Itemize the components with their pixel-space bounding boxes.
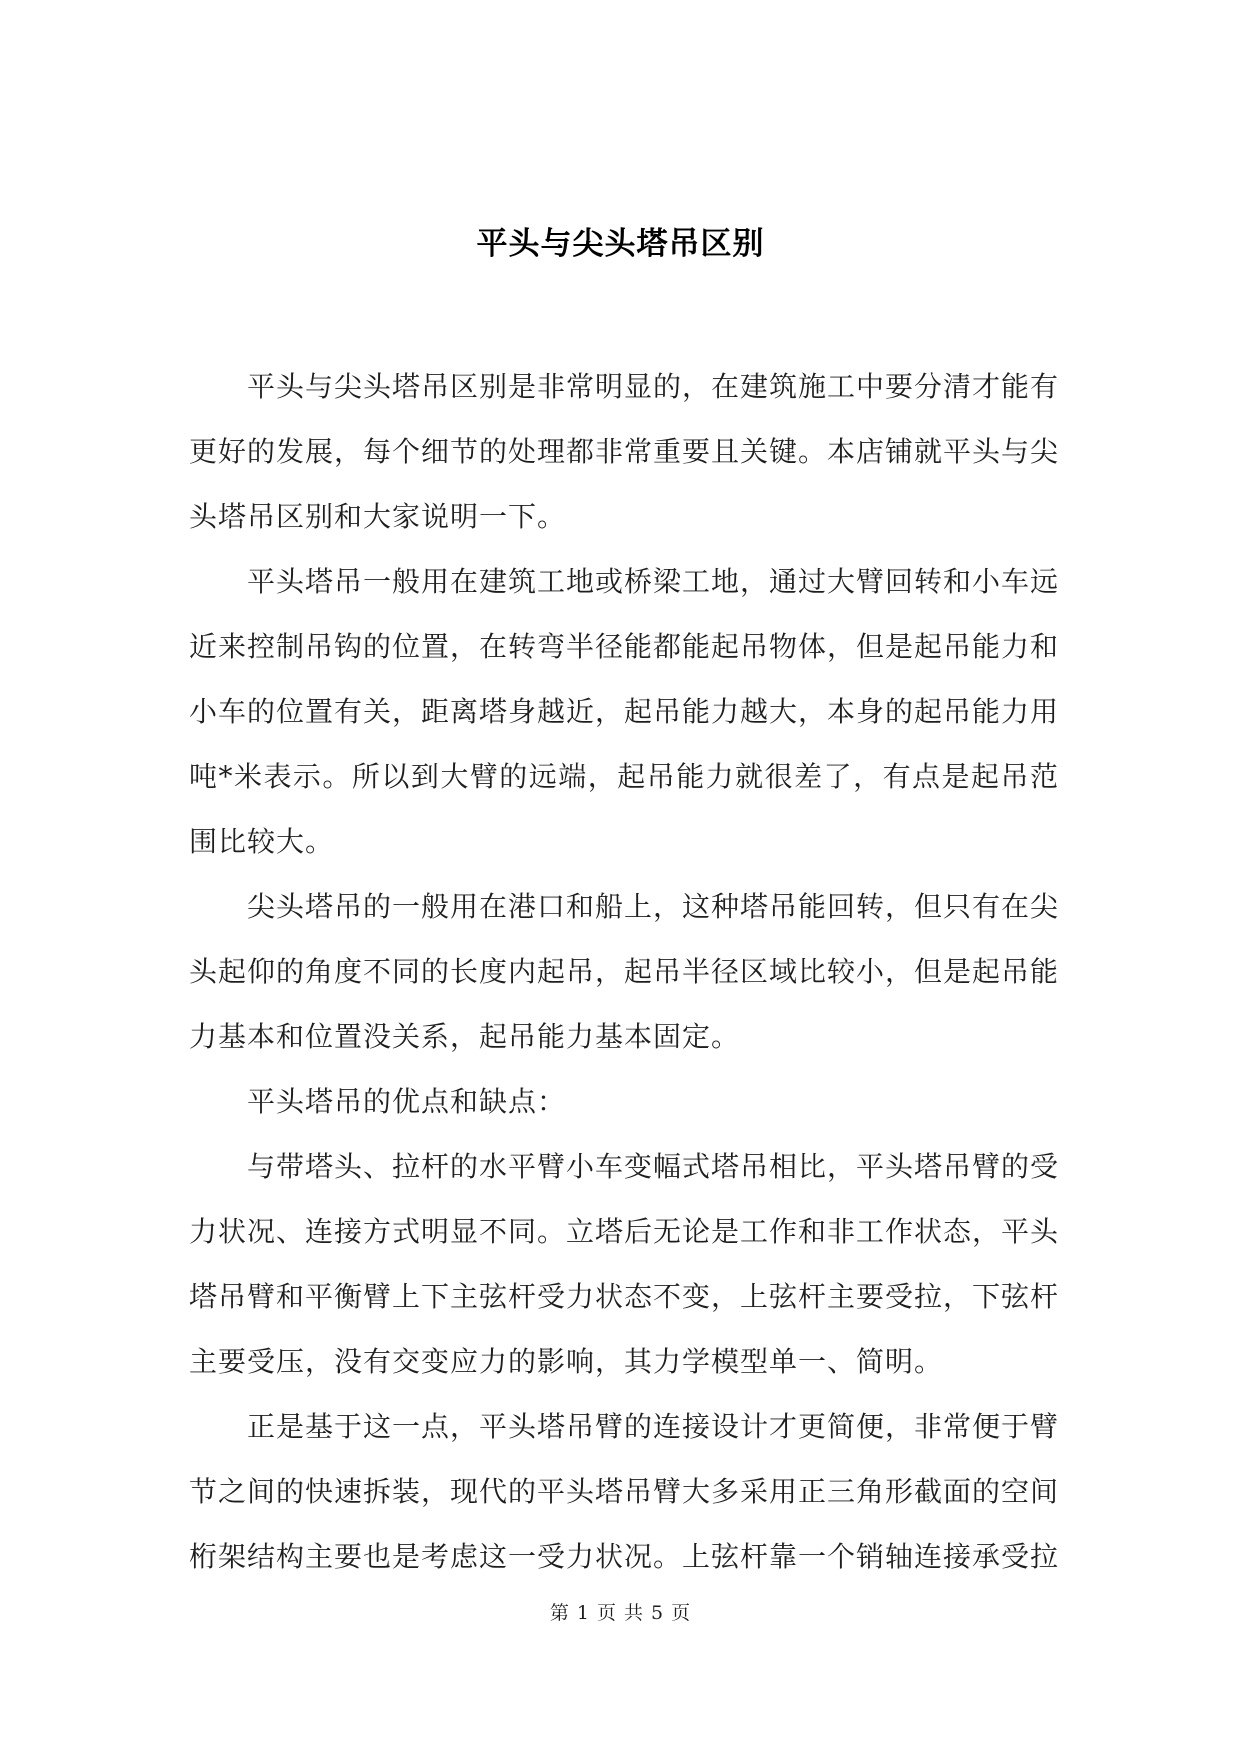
paragraph: 正是基于这一点，平头塔吊臂的连接设计才更简便，非常便于臂节之间的快速拆装，现代的平头塔吊臂大多采用正三角形截面的空间桁架结构主要也是考虑这一受力状况。上弦杆靠一个销轴连接承受拉	[189, 1410, 1060, 1573]
paragraph: 平头塔吊一般用在建筑工地或桥梁工地，通过大臂回转和小车远近来控制吊钩的位置，在转弯半径能都能起吊物体，但是起吊能力和小车的位置有关，距离塔身越近，起吊能力越大，本身的起吊能力用吨*米表示。所以到大臂的远端，起吊能力就很差了，有点是起吊范围比较大。	[189, 565, 1060, 858]
document-title: 平头与尖头塔吊区别	[476, 226, 765, 262]
paragraph: 尖头塔吊的一般用在港口和船上，这种塔吊能回转，但只有在尖头起仰的角度不同的长度内起吊，起吊半径区域比较小，但是起吊能力基本和位置没关系，起吊能力基本固定。	[189, 890, 1060, 1053]
paragraph: 平头塔吊的优点和缺点：	[247, 1085, 567, 1118]
page-footer: 第 1 页 共 5 页	[549, 1602, 692, 1624]
document-body	[189, 354, 1059, 1589]
paragraph: 平头与尖头塔吊区别是非常明显的，在建筑施工中要分清才能有更好的发展，每个细节的处理都非常重要且关键。本店铺就平头与尖头塔吊区别和大家说明一下。	[189, 370, 1060, 533]
paragraph: 与带塔头、拉杆的水平臂小车变幅式塔吊相比，平头塔吊臂的受力状况、连接方式明显不同。立塔后无论是工作和非工作状态，平头塔吊臂和平衡臂上下主弦杆受力状态不变，上弦杆主要受拉，下弦杆主要受压，没有交变应力的影响，其力学模型单一、简明。	[189, 1150, 1060, 1378]
